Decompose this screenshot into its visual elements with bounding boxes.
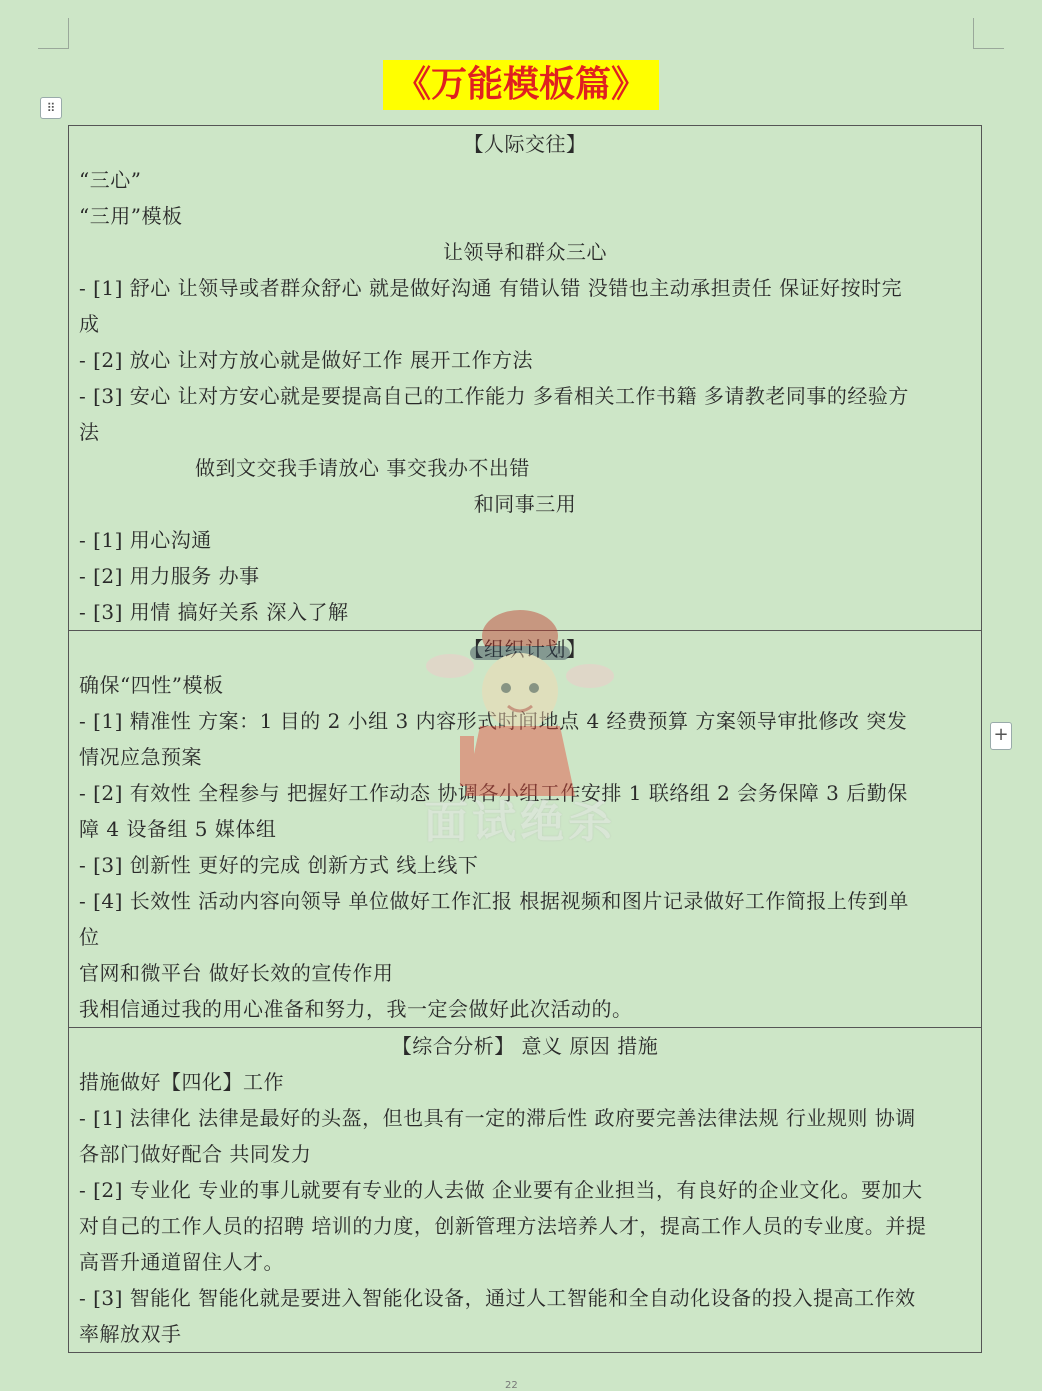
text-line: - [1] 用心沟通 bbox=[79, 528, 212, 552]
text-line: 确保“四性”模板 bbox=[79, 673, 224, 697]
text-line: 障 4 设备组 5 媒体组 bbox=[79, 817, 277, 841]
text-line: 各部门做好配合 共同发力 bbox=[79, 1142, 312, 1166]
add-column-button[interactable]: + bbox=[990, 722, 1012, 750]
content-table bbox=[68, 125, 982, 1353]
text-line: 我相信通过我的用心准备和努力，我一定会做好此次活动的。 bbox=[79, 997, 633, 1021]
text-line: 做到文交我手请放心 事交我办不出错 bbox=[195, 456, 530, 480]
text-line: “三用”模板 bbox=[79, 204, 183, 228]
page-title: 《万能模板篇》 bbox=[383, 60, 659, 110]
section-header: 【人际交往】 bbox=[463, 132, 587, 156]
text-line: 率解放双手 bbox=[79, 1322, 182, 1346]
section-organization-plan bbox=[69, 630, 981, 1027]
text-line: - [3] 智能化 智能化就是要进入智能化设备，通过人工智能和全自动化设备的投入提高工作效 bbox=[79, 1286, 916, 1310]
text-line: 措施做好【四化】工作 bbox=[79, 1070, 284, 1094]
text-line: - [3] 安心 让对方安心就是要提高自己的工作能力 多看相关工作书籍 多请教老同事的经验方 bbox=[79, 384, 909, 408]
text-line: 官网和微平台 做好长效的宣传作用 bbox=[79, 961, 394, 985]
text-line: - [2] 专业化 专业的事儿就要有专业的人去做 企业要有企业担当，有良好的企业文化。要加大 bbox=[79, 1178, 923, 1202]
section-comprehensive-analysis bbox=[69, 1027, 981, 1352]
text-line: 和同事三用 bbox=[473, 492, 577, 516]
text-line: - [3] 用情 搞好关系 深入了解 bbox=[79, 600, 349, 624]
text-line: “三心” bbox=[79, 168, 142, 192]
text-line: - [1] 舒心 让领导或者群众舒心 就是做好沟通 有错认错 没错也主动承担责任 保证好按时完 bbox=[79, 276, 903, 300]
text-line: - [4] 长效性 活动内容向领导 单位做好工作汇报 根据视频和图片记录做好工作简报上传到单 bbox=[79, 889, 909, 913]
text-line: 让领导和群众三心 bbox=[443, 240, 607, 264]
table-move-handle-icon[interactable]: ⠿ bbox=[40, 97, 62, 119]
text-line: 情况应急预案 bbox=[79, 745, 202, 769]
page-corner-mark-left bbox=[38, 18, 69, 49]
text-line: - [3] 创新性 更好的完成 创新方式 线上线下 bbox=[79, 853, 479, 877]
text-line: - [2] 有效性 全程参与 把握好工作动态 协调各小组工作安排 1 联络组 2 会务保障 3 后勤保 bbox=[79, 781, 908, 805]
text-line: 法 bbox=[79, 420, 100, 444]
text-line: 位 bbox=[79, 925, 100, 949]
section-header: 【组织计划】 bbox=[463, 637, 587, 661]
section-interpersonal bbox=[69, 126, 981, 630]
text-line: - [2] 用力服务 办事 bbox=[79, 564, 260, 588]
text-line: - [2] 放心 让对方放心就是做好工作 展开工作方法 bbox=[79, 348, 534, 372]
page-corner-mark-right bbox=[973, 18, 1004, 49]
watermark-text: 面试绝杀 bbox=[424, 797, 616, 848]
text-line: - [1] 法律化 法律是最好的头盔，但也具有一定的滞后性 政府要完善法律法规 行业规则 协调 bbox=[79, 1106, 916, 1130]
text-line: 高晋升通道留住人才。 bbox=[79, 1250, 284, 1274]
section-header: 【综合分析】 意义 原因 措施 bbox=[391, 1034, 659, 1058]
text-line: 成 bbox=[79, 312, 100, 336]
page-number: 22 bbox=[505, 1380, 518, 1391]
text-line: 对自己的工作人员的招聘 培训的力度，创新管理方法培养人才，提高工作人员的专业度。并提 bbox=[79, 1214, 927, 1238]
text-line: - [1] 精准性 方案：1 目的 2 小组 3 内容形式时间地点 4 经费预算 方案领导审批修改 突发 bbox=[79, 709, 908, 733]
